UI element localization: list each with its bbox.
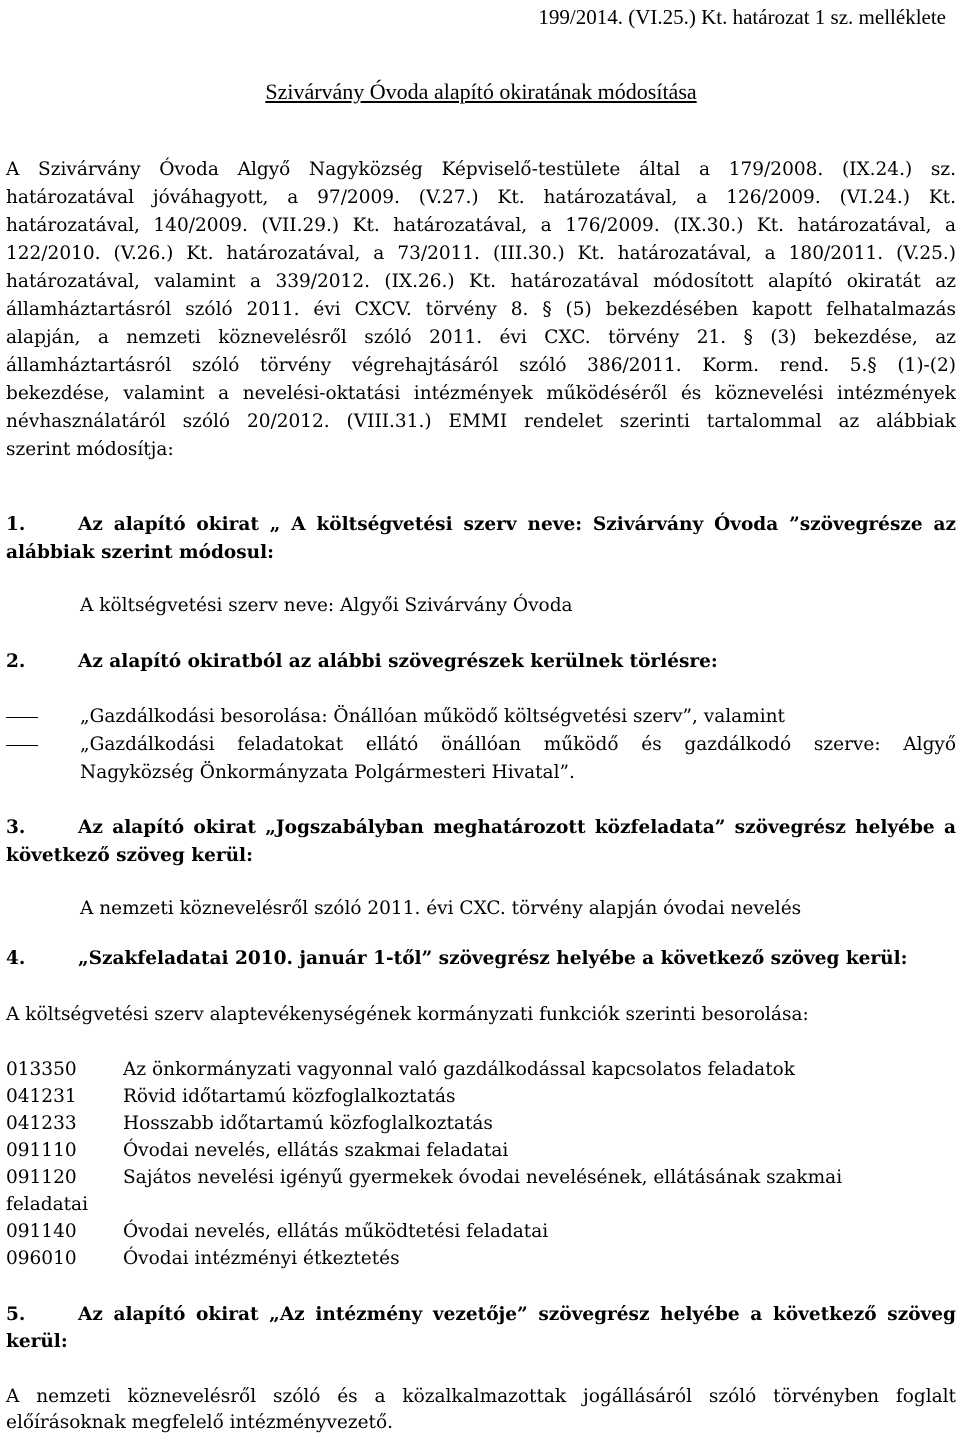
section-3-heading-cont: következő szöveg kerül: bbox=[6, 845, 253, 866]
intro-line: határozatával, 140/2009. (VII.29.) Kt. határozatával, a 176/2009. (IX.30.) Kt. határozatával, a bbox=[6, 215, 956, 236]
intro-line: 122/2010. (V.26.) Kt. határozatával, a 73/2011. (III.30.) Kt. határozatával, a 180/2011. (V.25.) bbox=[6, 243, 956, 264]
section-number: 1. bbox=[6, 514, 26, 535]
intro-line: bekezdése, valamint a nevelési-oktatási intézmények működéséről és köznevelési intézmények bbox=[6, 383, 956, 404]
intro-line: államháztartásról szóló törvény végrehajtásáról szóló 386/2011. Korm. rend. 5.§ (1)-(2) bbox=[6, 355, 956, 376]
function-label: Az önkormányzati vagyonnal való gazdálkodással kapcsolatos feladatok bbox=[123, 1059, 795, 1080]
section-number: 3. bbox=[6, 817, 26, 838]
attachment-reference: 199/2014. (VI.25.) Kt. határozat 1 sz. melléklete bbox=[538, 5, 946, 29]
section-5-heading bbox=[6, 1302, 956, 1328]
section-heading-text: „Szakfeladatai 2010. január 1-től” szövegrész helyébe a következő szöveg kerül: bbox=[78, 948, 908, 969]
function-label-cont: feladatai bbox=[6, 1194, 88, 1215]
section-number: 4. bbox=[6, 948, 26, 969]
intro-line: államháztartásról szóló 2011. évi CXCV. törvény 8. § (5) bekezdésében kapott felhatalmazás bbox=[6, 299, 956, 320]
section-5-heading-cont: kerül: bbox=[6, 1331, 68, 1352]
function-code: 041233 bbox=[6, 1113, 77, 1134]
function-code: 096010 bbox=[6, 1248, 77, 1269]
function-code: 091140 bbox=[6, 1221, 77, 1242]
section-heading-text: Az alapító okirat „Jogszabályban meghatározott közfeladata” szövegrész helyébe a bbox=[78, 817, 956, 838]
function-code-row bbox=[6, 1165, 956, 1191]
deleted-item-text-cont: Nagyközség Önkormányzata Polgármesteri Hivatal”. bbox=[80, 762, 575, 783]
section-5-body-cont: előírásoknak megfelelő intézményvezető. bbox=[6, 1412, 393, 1433]
function-code-row bbox=[6, 1219, 956, 1245]
section-1-heading bbox=[6, 512, 956, 538]
function-label: Sajátos nevelési igényű gyermekek óvodai nevelésének, ellátásának szakmai bbox=[123, 1167, 843, 1188]
section-number: 2. bbox=[6, 651, 26, 672]
intro-line: A Szivárvány Óvoda Algyő Nagyközség Képviselő-testülete által a 179/2008. (IX.24.) sz. bbox=[6, 159, 956, 180]
section-heading-text: Az alapító okiratból az alábbi szövegrészek kerülnek törlésre: bbox=[78, 651, 718, 672]
dash-bullet-icon bbox=[6, 745, 38, 746]
section-3-body: A nemzeti köznevelésről szóló 2011. évi CXC. törvény alapján óvodai nevelés bbox=[80, 898, 802, 919]
document-title: Szivárvány Óvoda alapító okiratának módosítása bbox=[265, 79, 697, 104]
section-1-heading-cont: alábbiak szerint módosul: bbox=[6, 542, 274, 563]
section-1-body: A költségvetési szerv neve: Algyői Szivárvány Óvoda bbox=[80, 595, 573, 616]
intro-line: névhasználatáról szóló 20/2012. (VIII.31.) EMMI rendelet szerinti tartalommal az alábbiak bbox=[6, 411, 956, 432]
function-code-row bbox=[6, 1138, 956, 1164]
function-code-row bbox=[6, 1057, 956, 1083]
intro-line: határozatával jóváhagyott, a 97/2009. (V.27.) Kt. határozatával, a 126/2009. (VI.24.) Kt. bbox=[6, 187, 956, 208]
section-4-intro: A költségvetési szerv alaptevékenységének kormányzati funkciók szerinti besorolása: bbox=[6, 1004, 809, 1025]
section-4-heading bbox=[6, 946, 956, 972]
section-5-body: A nemzeti köznevelésről szóló és a közalkalmazottak jogállásáról szóló törvényben foglalt bbox=[6, 1386, 956, 1407]
deleted-item-text: „Gazdálkodási feladatokat ellátó önállóan működő és gazdálkodó szerve: Algyő bbox=[80, 734, 956, 755]
function-code: 041231 bbox=[6, 1086, 77, 1107]
function-code-row bbox=[6, 1084, 956, 1110]
function-label: Rövid időtartamú közfoglalkoztatás bbox=[123, 1086, 456, 1107]
section-heading-text: Az alapító okirat „ A költségvetési szerv neve: Szivárvány Óvoda ”szövegrésze az bbox=[78, 514, 956, 535]
intro-line: szerint módosítja: bbox=[6, 439, 174, 460]
intro-line: alapján, a nemzeti köznevelésről szóló 2011. évi CXC. törvény 21. § (3) bekezdése, az bbox=[6, 327, 956, 348]
function-label: Hosszabb időtartamú közfoglalkoztatás bbox=[123, 1113, 493, 1134]
section-2-heading bbox=[6, 649, 956, 675]
section-heading-text: Az alapító okirat „Az intézmény vezetője” szövegrész helyébe a következő szöveg bbox=[78, 1304, 956, 1325]
function-code: 091110 bbox=[6, 1140, 77, 1161]
function-code: 091120 bbox=[6, 1167, 77, 1188]
section-number: 5. bbox=[6, 1304, 26, 1325]
function-label: Óvodai intézményi étkeztetés bbox=[123, 1248, 400, 1269]
deleted-item-text: „Gazdálkodási besorolása: Önállóan működő költségvetési szerv”, valamint bbox=[80, 706, 785, 727]
function-code: 013350 bbox=[6, 1059, 77, 1080]
function-code-row bbox=[6, 1246, 956, 1272]
function-label: Óvodai nevelés, ellátás szakmai feladatai bbox=[123, 1140, 509, 1161]
dash-bullet-icon bbox=[6, 717, 38, 718]
section-3-heading bbox=[6, 815, 956, 841]
intro-line: határozatával, valamint a 339/2012. (IX.26.) Kt. határozatával módosított alapító okiratát az bbox=[6, 271, 956, 292]
function-code-row bbox=[6, 1111, 956, 1137]
function-label: Óvodai nevelés, ellátás működtetési feladatai bbox=[123, 1221, 549, 1242]
